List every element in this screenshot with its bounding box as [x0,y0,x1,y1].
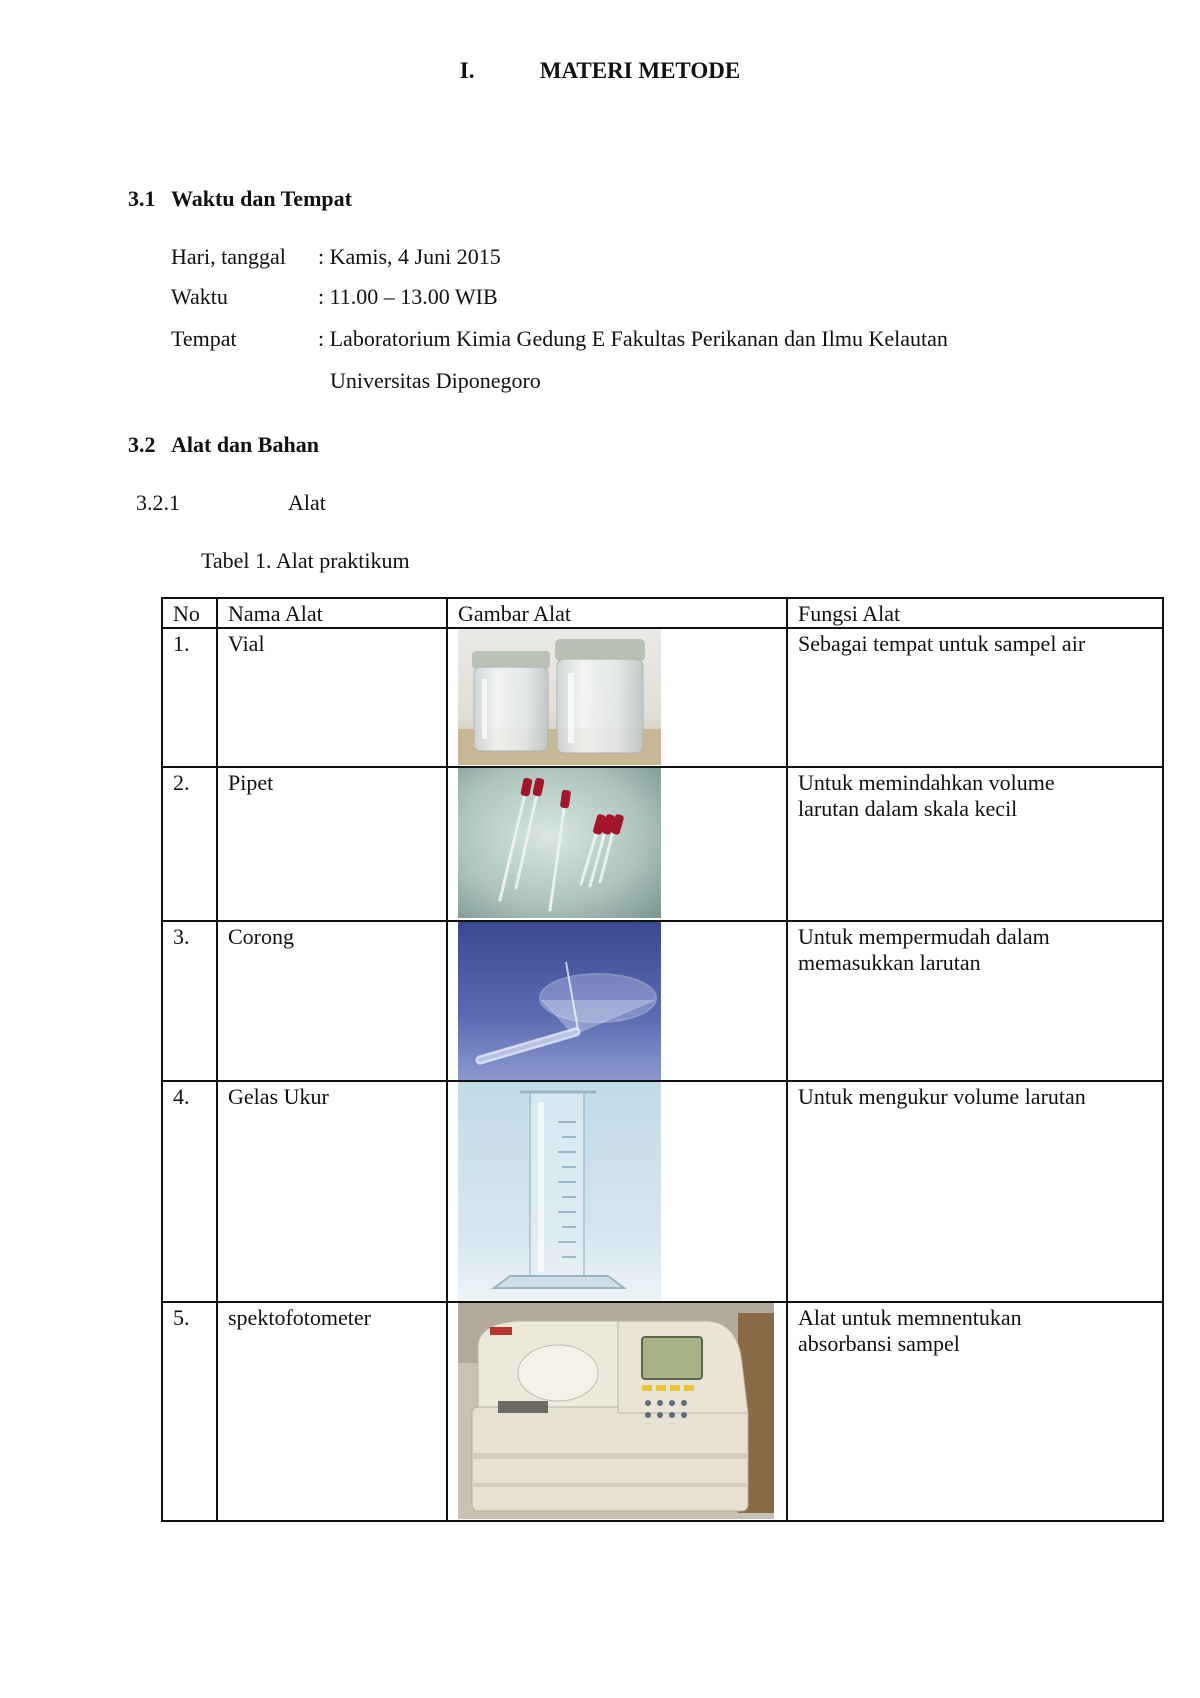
table-row [162,1302,1163,1521]
table-header-row [162,598,1163,628]
info-value-date: : Kamis, 4 Juni 2015 [318,244,501,269]
chapter-heading: MATERI METODE [539,58,741,83]
cell-function: Untuk mengukur volume larutan [787,1081,1163,1302]
table-row [162,1081,1163,1302]
header-no: No [162,598,217,628]
info-value-place-continuation: Universitas Diponegoro [330,368,541,393]
spectrophotometer-photo [458,1303,786,1519]
cell-name: Vial [217,628,447,767]
cell-image [447,1302,787,1521]
table-row [162,767,1163,921]
cell-function [787,921,1163,1081]
section-heading-3-1 [128,186,352,212]
cell-function [787,767,1163,921]
function-line: Untuk mempermudah dalam [798,924,1050,949]
cell-no: 2. [162,767,217,921]
tools-table [161,597,1164,1522]
vial-jars-photo [458,629,786,765]
info-value-time: : 11.00 – 13.00 WIB [318,284,498,309]
dropper-pipettes-photo [458,768,786,918]
cell-no: 1. [162,628,217,767]
chapter-number: I. [459,58,475,83]
cell-function: Sebagai tempat untuk sampel air [787,628,1163,767]
table-row [162,921,1163,1081]
section-title: Alat dan Bahan [171,432,319,457]
cell-image [447,767,787,921]
info-label-time: Waktu [171,284,228,309]
section-title: Waktu dan Tempat [171,186,352,211]
cell-name: Corong [217,921,447,1081]
cell-no: 3. [162,921,217,1081]
graduated-cylinder-photo [458,1082,786,1301]
function-line: Alat untuk memnentukan [798,1305,1022,1330]
table-caption: Tabel 1. Alat praktikum [201,548,410,573]
cell-image [447,628,787,767]
section-number: 3.2 [128,432,156,457]
cell-name: spektofotometer [217,1302,447,1521]
function-line: memasukkan larutan [798,950,981,975]
cell-no: 5. [162,1302,217,1521]
section-number: 3.1 [128,186,156,211]
function-line: Untuk memindahkan volume [798,770,1055,795]
cell-no: 4. [162,1081,217,1302]
section-heading-3-2 [128,432,319,458]
cell-name: Gelas Ukur [217,1081,447,1302]
header-name: Nama Alat [217,598,447,628]
cell-function [787,1302,1163,1521]
subsection-title: Alat [288,490,326,515]
cell-name: Pipet [217,767,447,921]
header-image: Gambar Alat [447,598,787,628]
subsection-number: 3.2.1 [136,490,180,515]
table-row [162,628,1163,767]
glass-funnel-photo [458,922,786,1080]
info-label-place: Tempat [171,326,237,351]
info-label-date: Hari, tanggal [171,244,286,269]
cell-image [447,921,787,1081]
info-value-place: : Laboratorium Kimia Gedung E Fakultas Perikanan dan Ilmu Kelautan [318,326,948,351]
function-line: larutan dalam skala kecil [798,796,1018,821]
cell-image [447,1081,787,1302]
header-function: Fungsi Alat [787,598,1163,628]
function-line: absorbansi sampel [798,1331,960,1356]
chapter-title [0,58,1200,84]
